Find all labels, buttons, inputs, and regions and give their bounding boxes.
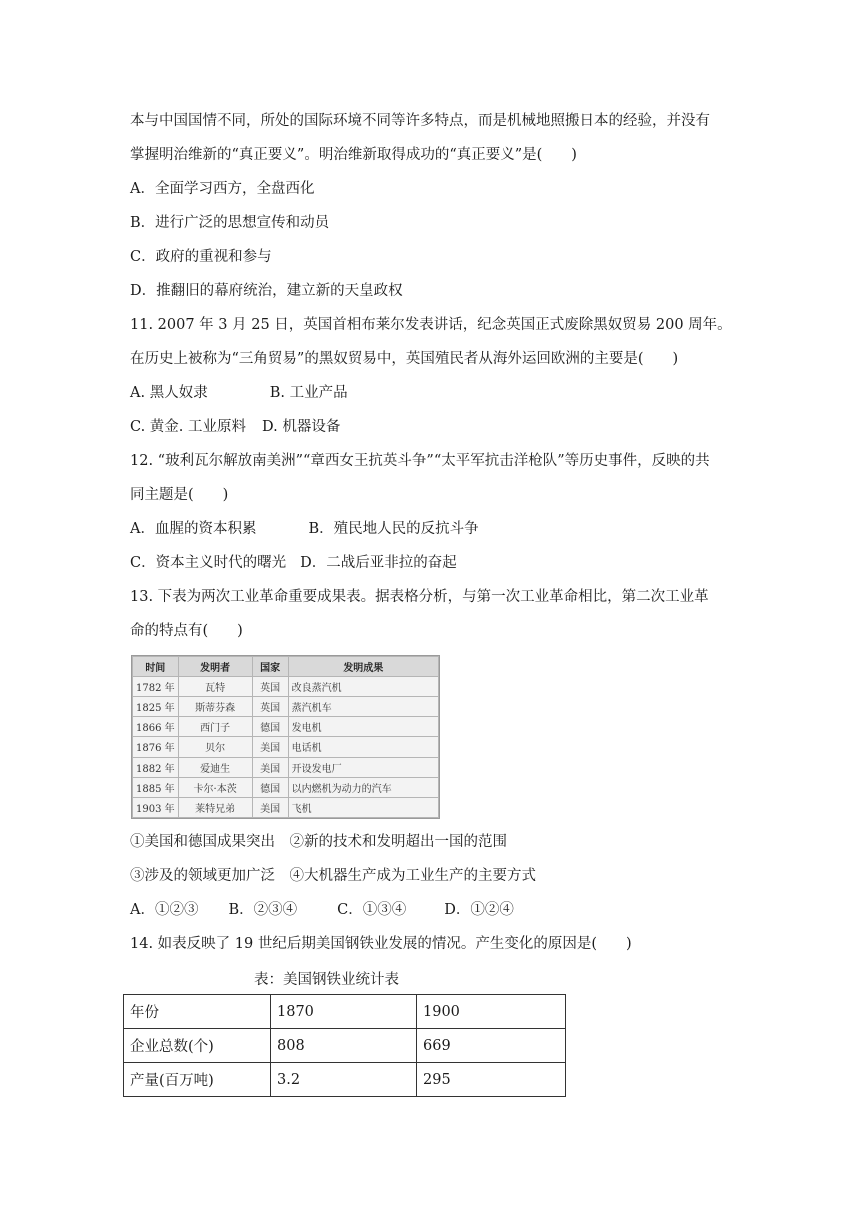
cell-achievement: 蒸汽机车 — [288, 697, 438, 717]
table-row — [133, 737, 439, 757]
cell-1900: 295 — [417, 1063, 566, 1097]
q10-option-a: A．全面学习西方，全盘西化 — [130, 181, 315, 197]
cell-achievement: 电话机 — [288, 737, 438, 757]
steel-table-caption: 表：美国钢铁业统计表 — [254, 972, 399, 988]
header-inventor: 发明者 — [178, 657, 252, 677]
cell-inventor: 西门子 — [178, 717, 252, 737]
q11-option-c: C. 黄金. 工业原料 — [130, 419, 247, 435]
cell-label: 产量(百万吨) — [124, 1063, 271, 1097]
cell-1870: 808 — [271, 1029, 417, 1063]
table-row — [133, 777, 439, 797]
table-row — [124, 995, 566, 1029]
cell-1870: 3.2 — [271, 1063, 417, 1097]
cell-achievement: 开设发电厂 — [288, 757, 438, 777]
table-row — [133, 797, 439, 817]
q14-stem: 14. 如表反映了 19 世纪后期美国钢铁业发展的情况。产生变化的原因是( ) — [130, 936, 632, 952]
q10-stem-line2: 掌握明治维新的“真正要义”。明治维新取得成功的“真正要义”是( ) — [130, 147, 577, 163]
cell-time: 1903 年 — [133, 797, 179, 817]
cell-achievement: 改良蒸汽机 — [288, 677, 438, 697]
table-row — [133, 677, 439, 697]
table-row — [133, 697, 439, 717]
q10-stem-line1: 本与中国国情不同，所处的国际环境不同等许多特点，而是机械地照搬日本的经验，并没有 — [130, 113, 710, 129]
cell-country: 德国 — [252, 777, 288, 797]
q12-stem-line2: 同主题是( ) — [130, 487, 229, 503]
cell-time: 1885 年 — [133, 777, 179, 797]
q10-option-b: B．进行广泛的思想宣传和动员 — [130, 215, 330, 231]
cell-country: 英国 — [252, 677, 288, 697]
cell-time: 1866 年 — [133, 717, 179, 737]
cell-time: 1882 年 — [133, 757, 179, 777]
inventions-table-image — [131, 655, 440, 819]
cell-country: 英国 — [252, 697, 288, 717]
header-country: 国家 — [252, 657, 288, 677]
q10-option-c: C．政府的重视和参与 — [130, 249, 272, 265]
header-time: 时间 — [133, 657, 179, 677]
cell-inventor: 爱迪生 — [178, 757, 252, 777]
q13-statements-line2: ③涉及的领域更加广泛 ④大机器生产成为工业生产的主要方式 — [130, 868, 536, 884]
cell-achievement: 发电机 — [288, 717, 438, 737]
steel-table — [123, 994, 566, 1097]
cell-time: 1782 年 — [133, 677, 179, 697]
q12-option-a: A．血腥的资本积累 — [130, 521, 257, 537]
q11-stem-line2: 在历史上被称为“三角贸易”的黑奴贸易中，英国殖民者从海外运回欧洲的主要是( ) — [130, 351, 679, 367]
q12-option-b: B．殖民地人民的反抗斗争 — [308, 521, 479, 537]
q13-option-c: C．①③④ — [337, 902, 407, 918]
q10-option-d: D．推翻旧的幕府统治，建立新的天皇政权 — [130, 283, 403, 299]
cell-inventor: 斯蒂芬森 — [178, 697, 252, 717]
inventions-table-header — [133, 657, 439, 677]
table-row — [133, 717, 439, 737]
q13-option-d: D．①②④ — [444, 902, 514, 918]
q13-stem-line2: 命的特点有( ) — [130, 623, 243, 639]
cell-country: 美国 — [252, 757, 288, 777]
cell-inventor: 莱特兄弟 — [178, 797, 252, 817]
cell-1900: 669 — [417, 1029, 566, 1063]
header-achievement: 发明成果 — [288, 657, 438, 677]
q11-stem-line1: 11. 2007 年 3 月 25 日，英国首相布莱尔发表讲话，纪念英国正式废除黑奴贸易 200 周年。 — [130, 317, 732, 333]
q11-options-ab — [130, 383, 348, 403]
cell-country: 德国 — [252, 717, 288, 737]
q13-statements-line1: ①美国和德国成果突出 ②新的技术和发明超出一国的范围 — [130, 834, 507, 850]
cell-inventor: 贝尔 — [178, 737, 252, 757]
q11-options-cd — [130, 417, 340, 437]
cell-label: 年份 — [124, 995, 271, 1029]
q12-options-cd — [130, 553, 457, 573]
table-row — [124, 1063, 566, 1097]
table-row — [124, 1029, 566, 1063]
cell-1870: 1870 — [271, 995, 417, 1029]
q13-option-b: B．②③④ — [228, 902, 298, 918]
cell-time: 1876 年 — [133, 737, 179, 757]
cell-achievement: 以内燃机为动力的汽车 — [288, 777, 438, 797]
q13-stem-line1: 13. 下表为两次工业革命重要成果表。据表格分析，与第一次工业革命相比，第二次工业革 — [130, 589, 709, 605]
q13-options — [130, 900, 514, 920]
cell-label: 企业总数(个) — [124, 1029, 271, 1063]
q12-option-c: C．资本主义时代的曙光 — [130, 555, 287, 571]
q11-option-b: B. 工业产品 — [269, 385, 348, 401]
cell-country: 美国 — [252, 797, 288, 817]
q12-options-ab — [130, 519, 479, 539]
q11-option-a: A. 黑人奴隶 — [130, 385, 208, 401]
cell-achievement: 飞机 — [288, 797, 438, 817]
inventions-table — [132, 656, 439, 818]
q13-option-a: A．①②③ — [130, 902, 199, 918]
q11-option-d: D. 机器设备 — [262, 419, 341, 435]
cell-inventor: 卡尔·本茨 — [178, 777, 252, 797]
cell-time: 1825 年 — [133, 697, 179, 717]
table-row — [133, 757, 439, 777]
q12-option-d: D．二战后亚非拉的奋起 — [300, 555, 457, 571]
cell-inventor: 瓦特 — [178, 677, 252, 697]
cell-1900: 1900 — [417, 995, 566, 1029]
q12-stem-line1: 12. “玻利瓦尔解放南美洲”“章西女王抗英斗争”“太平军抗击洋枪队”等历史事件，反映的共 — [130, 453, 710, 469]
cell-country: 美国 — [252, 737, 288, 757]
